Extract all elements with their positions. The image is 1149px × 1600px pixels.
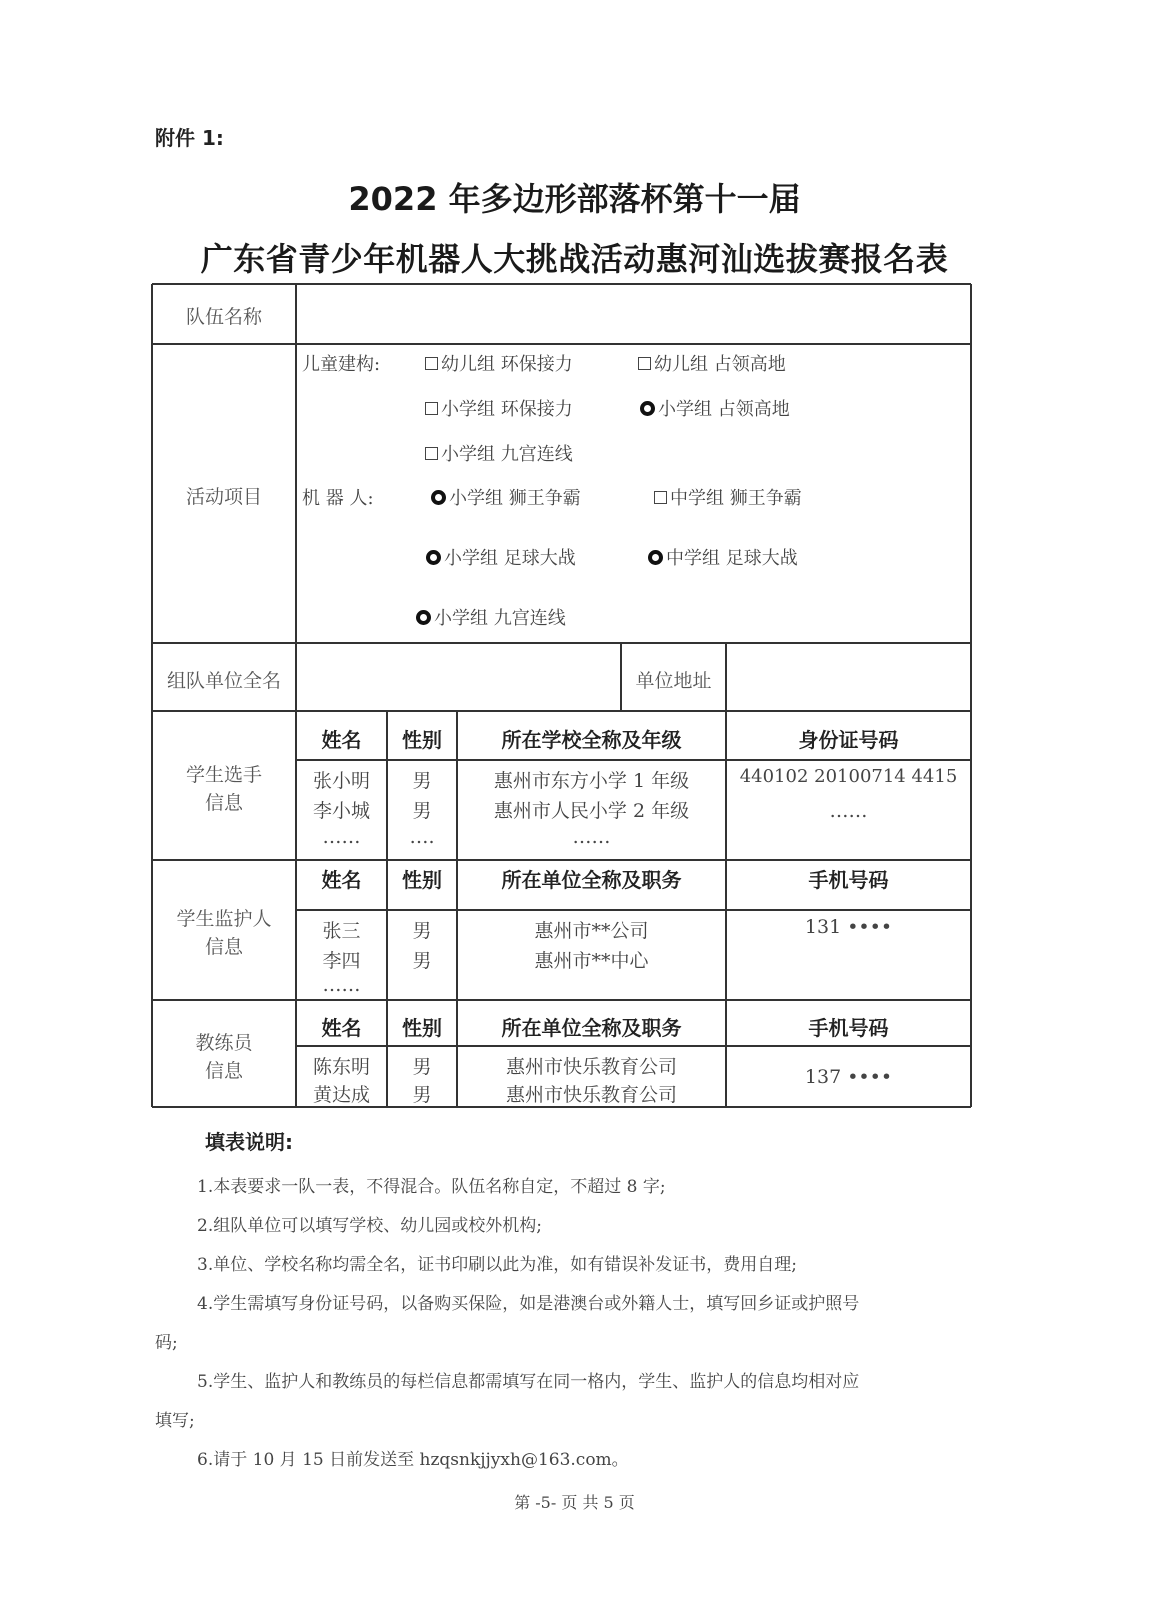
checkbox-unchecked-icon [654, 491, 667, 504]
form-title-line2: 广东省青少年机器人大挑战活动惠河汕选拔赛报名表 [200, 240, 949, 278]
guardian-name-2: 李四 [322, 950, 361, 972]
student-school-2: 惠州市人民小学 2 年级 [493, 800, 690, 822]
guardian-header-name: 姓名 [321, 868, 362, 892]
event-label: 活动项目 [185, 486, 262, 508]
notes-title: 填表说明: [205, 1130, 293, 1154]
student-school-more: …… [572, 826, 611, 848]
option-primary-highland[interactable]: 小学组 占领高地 [640, 395, 790, 421]
option-primary-ninegrid-2[interactable]: 小学组 九宫连线 [416, 604, 566, 630]
coach-gender-1: 男 [412, 1056, 432, 1078]
note-4: 4.学生需填写身份证号码，以备购买保险，如是港澳台或外籍人士，填写回乡证或护照号 [197, 1294, 860, 1314]
note-6: 6.请于 10 月 15 日前发送至 hzqsnkjjyxh@163.com。 [197, 1450, 629, 1470]
option-primary-relay[interactable]: 小学组 环保接力 [425, 395, 573, 421]
guardian-info-label: 学生监护人 [176, 908, 272, 930]
student-header-school: 所在学校全称及年级 [501, 728, 682, 752]
note-1: 1.本表要求一队一表，不得混合。队伍名称自定，不超过 8 字; [197, 1177, 666, 1197]
checkbox-unchecked-icon [638, 357, 651, 370]
note-5: 5.学生、监护人和教练员的每栏信息都需填写在同一格内，学生、监护人的信息均相对应 [197, 1372, 860, 1392]
guardian-info-label-2: 信息 [204, 936, 243, 958]
coach-name-2: 黄达成 [312, 1084, 370, 1106]
note-4-cont: 码; [155, 1333, 178, 1353]
coach-header-unit: 所在单位全称及职务 [501, 1016, 682, 1040]
checkbox-unchecked-icon [425, 402, 438, 415]
radio-selected-icon [416, 610, 431, 625]
student-name-2: 李小城 [312, 800, 370, 822]
student-school-1: 惠州市东方小学 1 年级 [493, 770, 690, 792]
coach-phone-1: 137 •••• [804, 1066, 893, 1088]
checkbox-unchecked-icon [425, 447, 438, 460]
student-info-label: 学生选手 [185, 764, 262, 786]
attachment-label: 附件 1: [155, 126, 224, 150]
student-gender-more: …. [409, 826, 435, 848]
coach-info-label-2: 信息 [204, 1060, 243, 1082]
option-middle-lionking[interactable]: 中学组 狮王争霸 [654, 484, 802, 510]
option-middle-football[interactable]: 中学组 足球大战 [648, 544, 798, 570]
category-children-build: 儿童建构: [302, 354, 381, 375]
option-primary-ninegrid[interactable]: 小学组 九宫连线 [425, 440, 573, 466]
checkbox-unchecked-icon [425, 357, 438, 370]
option-primary-football[interactable]: 小学组 足球大战 [426, 544, 576, 570]
student-name-more: …… [322, 826, 361, 848]
student-gender-2: 男 [412, 800, 432, 822]
radio-selected-icon [648, 550, 663, 565]
student-header-name: 姓名 [321, 728, 362, 752]
student-header-gender: 性别 [402, 728, 442, 752]
org-name-label: 组队单位全名 [166, 670, 281, 692]
coach-header-phone: 手机号码 [808, 1016, 889, 1040]
student-name-1: 张小明 [312, 770, 370, 792]
coach-gender-2: 男 [412, 1084, 432, 1106]
radio-selected-icon [640, 401, 655, 416]
student-header-id: 身份证号码 [798, 728, 899, 752]
guardian-unit-2: 惠州市**中心 [534, 950, 649, 972]
org-name-field[interactable] [300, 648, 618, 706]
radio-selected-icon [426, 550, 441, 565]
guardian-header-gender: 性别 [402, 868, 442, 892]
note-5-cont: 填写; [155, 1411, 195, 1431]
note-2: 2.组队单位可以填写学校、幼儿园或校外机构; [197, 1216, 542, 1236]
guardian-name-more: …… [322, 974, 361, 996]
form-title-line1: 2022 年多边形部落杯第十一届 [348, 180, 801, 218]
option-kinder-highland[interactable]: 幼儿组 占领高地 [638, 350, 786, 376]
category-robot: 机 器 人: [302, 488, 374, 509]
org-address-label: 单位地址 [635, 670, 712, 692]
coach-name-1: 陈东明 [312, 1056, 370, 1078]
option-kinder-relay[interactable]: 幼儿组 环保接力 [425, 350, 573, 376]
guardian-phone-1: 131 •••• [804, 916, 893, 938]
student-id-1: 440102 20100714 4415 [739, 766, 958, 787]
coach-header-name: 姓名 [321, 1016, 362, 1040]
student-info-label-2: 信息 [204, 792, 243, 814]
coach-unit-2: 惠州市快乐教育公司 [505, 1084, 677, 1106]
guardian-header-phone: 手机号码 [808, 868, 889, 892]
note-3: 3.单位、学校名称均需全名，证书印刷以此为准，如有错误补发证书，费用自理; [197, 1255, 797, 1275]
student-id-more: …… [829, 800, 868, 822]
student-gender-1: 男 [412, 770, 432, 792]
coach-info-label: 教练员 [195, 1032, 253, 1054]
guardian-name-1: 张三 [322, 920, 361, 942]
guardian-unit-1: 惠州市**公司 [534, 920, 649, 942]
guardian-gender-2: 男 [412, 950, 432, 972]
radio-selected-icon [431, 490, 446, 505]
option-primary-lionking[interactable]: 小学组 狮王争霸 [431, 484, 581, 510]
org-address-field[interactable] [730, 648, 968, 706]
page-footer: 第 -5- 页 共 5 页 [514, 1493, 635, 1512]
coach-header-gender: 性别 [402, 1016, 442, 1040]
guardian-gender-1: 男 [412, 920, 432, 942]
team-name-field[interactable] [300, 290, 968, 340]
team-name-label: 队伍名称 [185, 306, 262, 328]
guardian-header-unit: 所在单位全称及职务 [501, 868, 682, 892]
coach-unit-1: 惠州市快乐教育公司 [505, 1056, 677, 1078]
